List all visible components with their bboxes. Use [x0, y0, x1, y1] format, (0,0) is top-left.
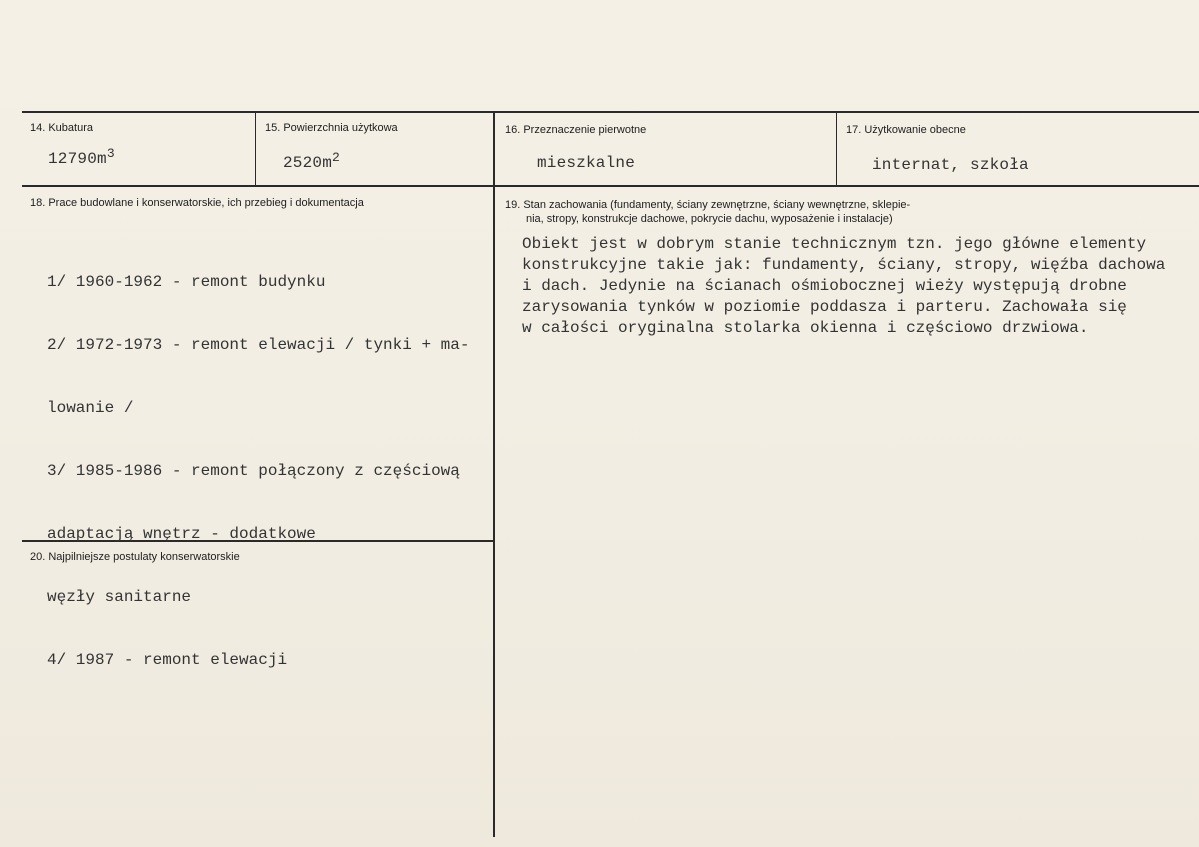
field-18-entries [47, 230, 469, 713]
condition-line: i dach. Jedynie na ścianach ośmiobocznej wieży występują drobne [522, 277, 1127, 295]
field-17-value: internat, szkoła [872, 156, 1029, 174]
entry-line: 4/ 1987 - remont elewacji [47, 651, 288, 669]
condition-line: Obiekt jest w dobrym stanie technicznym tzn. jego główne elementy [522, 235, 1147, 253]
entry-line: adaptacją wnętrz - dodatkowe [47, 525, 316, 543]
field-19-label-line2: nia, stropy, konstrukcje dachowe, pokrycie dachu, wyposażenie i instalacje) [526, 213, 893, 225]
field-19-label-line1: 19. Stan zachowania (fundamenty, ściany zewnętrzne, ściany wewnętrzne, sklepie- [505, 199, 911, 211]
entry-line: 2/ 1972-1973 - remont elewacji / tynki + ma- [47, 336, 470, 354]
field-15-value [283, 150, 341, 172]
col-rule-1 [255, 112, 256, 186]
entry-line: lowanie / [47, 399, 134, 417]
field-14-value [48, 146, 115, 168]
field-17-label: 17. Użytkowanie obecne [846, 124, 966, 136]
area-value: 2520m [283, 154, 333, 172]
field-14-label: 14. Kubatura [30, 122, 93, 134]
area-exponent: 2 [332, 150, 341, 165]
kubatura-value: 12790m [48, 150, 107, 168]
field-16-value: mieszkalne [537, 154, 636, 172]
field-16-label: 16. Przeznaczenie pierwotne [505, 124, 647, 136]
entry-line: węzły sanitarne [47, 588, 192, 606]
field-18-label: 18. Prace budowlane i konserwatorskie, ich przebieg i dokumentacja [30, 197, 364, 209]
entry-line: 3/ 1985-1986 - remont połączony z częściową [47, 462, 460, 480]
top-rule [22, 111, 1199, 113]
col-rule-2 [493, 112, 495, 837]
condition-line: zarysowania tynków w poziomie poddasza i parteru. Zachowała się [522, 298, 1127, 316]
kubatura-exponent: 3 [106, 146, 115, 161]
field-15-label: 15. Powierzchnia użytkowa [265, 122, 398, 134]
condition-line: konstrukcyjne takie jak: fundamenty, ściany, stropy, więźba dachowa [522, 256, 1166, 274]
condition-line: w całości oryginalna stolarka okienna i częściowo drzwiowa. [522, 319, 1089, 337]
row1-bottom-rule [22, 185, 1199, 187]
col-rule-3 [836, 112, 837, 186]
entry-line: 1/ 1960-1962 - remont budynku [47, 273, 326, 291]
field-20-label: 20. Najpilniejsze postulaty konserwatorskie [30, 551, 240, 563]
field-19-text [522, 234, 1199, 339]
